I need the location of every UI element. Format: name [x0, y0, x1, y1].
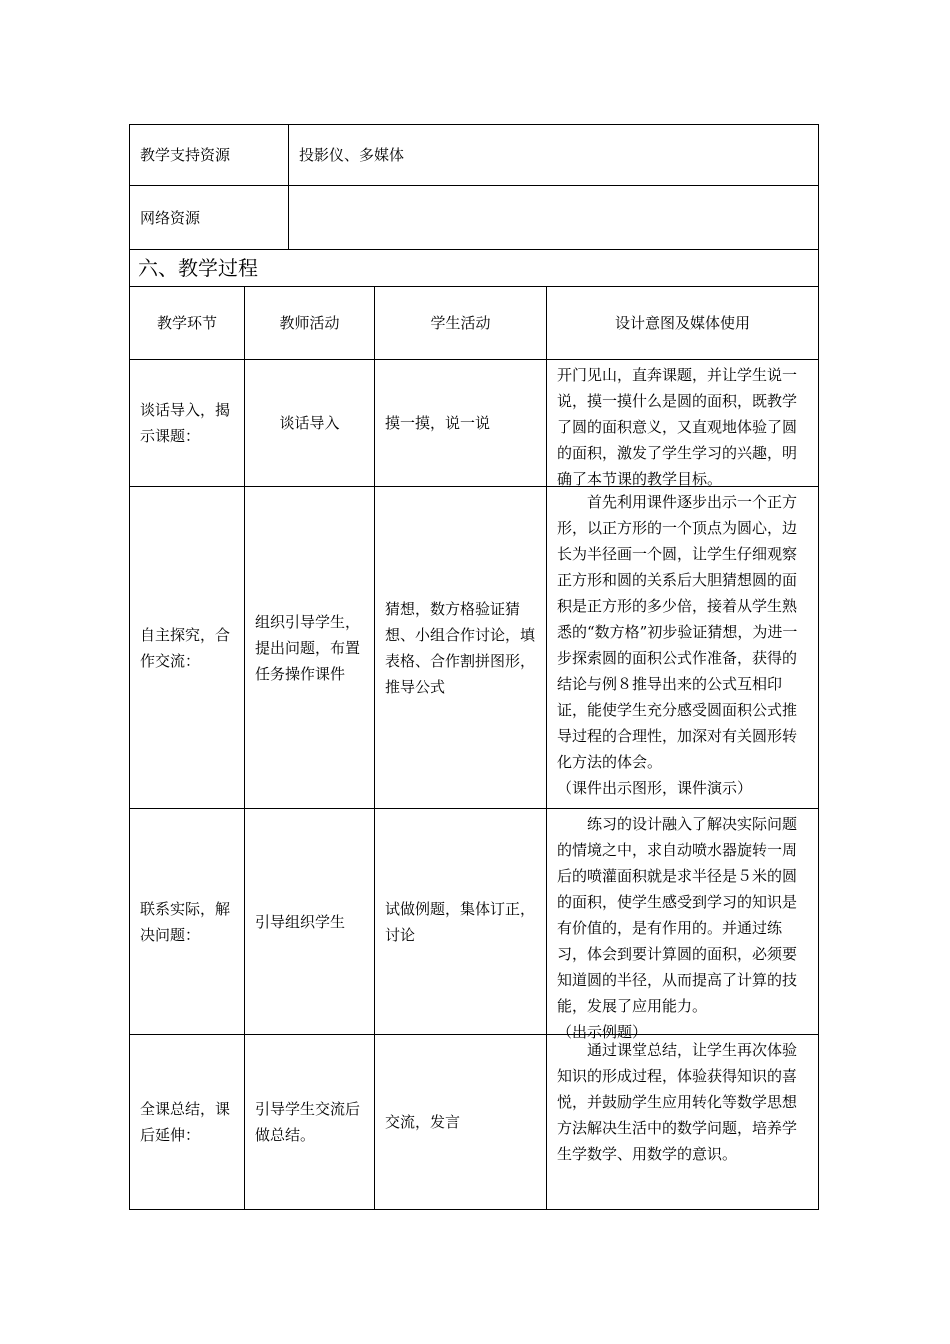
stage-cell: 自主探究，合作交流： [130, 487, 245, 808]
design-intent-cell [547, 487, 818, 808]
table-row [130, 809, 818, 1041]
support-resources-label: 教学支持资源 [130, 125, 289, 185]
header-stage: 教学环节 [130, 287, 245, 359]
design-intent-text: 首先利用课件逐步出示一个正方形，以正方形的一个顶点为圆心，边长为半径画一个圆，让学生仔细观察正方形和圆的关系后大胆猜想圆的面积是正方形的多少倍，接着从学生熟悉的“数方格”初步验证猜想，为进一步探索圆的面积公式作准备，获得的结论与例８推导出来的公式互相印证，能使学生充分感受圆面积公式推导过程的合理性，加深对有关圆形转化方法的体会。 [557, 493, 798, 771]
teacher-activity-cell: 引导组织学生 [245, 809, 375, 1034]
table-row [130, 360, 818, 487]
student-activity-cell: 摸一摸，说一说 [375, 360, 547, 486]
section-title: 六、教学过程 [138, 256, 258, 280]
design-intent-cell [547, 360, 818, 486]
table-row [130, 1035, 818, 1209]
support-resources-value: 投影仪、多媒体 [299, 146, 405, 164]
teacher-activity-cell: 引导学生交流后做总结。 [245, 1035, 375, 1209]
header-student-activity: 学生活动 [375, 287, 547, 359]
support-resources-row [130, 125, 818, 186]
media-note: （出示例题） [557, 1023, 648, 1041]
design-intent-cell [547, 809, 818, 1041]
stage-cell: 联系实际，解决问题： [130, 809, 245, 1034]
student-activity-cell: 试做例题，集体订正，讨论 [375, 809, 547, 1034]
header-teacher-activity: 教师活动 [245, 287, 375, 359]
network-resources-label: 网络资源 [130, 186, 289, 249]
media-note: （课件出示图形，课件演示） [557, 779, 753, 797]
stage-cell: 谈话导入，揭示课题： [130, 360, 245, 486]
header-design-intent: 设计意图及媒体使用 [614, 314, 750, 332]
student-activity-cell: 猜想，数方格验证猜想、小组合作讨论，填表格、合作割拼图形，推导公式 [375, 487, 547, 808]
network-resources-value [289, 186, 818, 249]
student-activity-cell: 交流，发言 [375, 1035, 547, 1209]
lesson-plan-table [129, 124, 819, 1210]
table-row [130, 487, 818, 809]
design-intent-text: 练习的设计融入了解决实际问题的情境之中，求自动喷水器旋转一周后的喷灌面积就是求半径是５米的圆的面积，使学生感受到学习的知识是有价值的，是有作用的。并通过练习，体会到要计算圆的面积，必须要知道圆的半径，从而提高了计算的技能，发展了应用能力。 [557, 815, 798, 1015]
design-intent-text: 通过课堂总结，让学生再次体验知识的形成过程，体验获得知识的喜悦，并鼓励学生应用转化等数学思想方法解决生活中的数学问题，培养学生学数学、用数学的意识。 [557, 1041, 798, 1163]
design-intent-text: 开门见山，直奔课题，并让学生说一说，摸一摸什么是圆的面积，既教学了圆的面积意义，又直观地体验了圆的面积，激发了学生学习的兴趣，明确了本节课的教学目标。 [557, 366, 798, 488]
stage-cell: 全课总结，课后延伸： [130, 1035, 245, 1209]
network-resources-row [130, 186, 818, 250]
teacher-activity-cell: 组织引导学生，提出问题，布置任务操作课件 [245, 487, 375, 808]
teacher-activity-cell: 谈话导入 [245, 360, 375, 486]
process-header-row [130, 287, 818, 360]
design-intent-cell [547, 1035, 818, 1209]
section-title-row [130, 250, 818, 287]
